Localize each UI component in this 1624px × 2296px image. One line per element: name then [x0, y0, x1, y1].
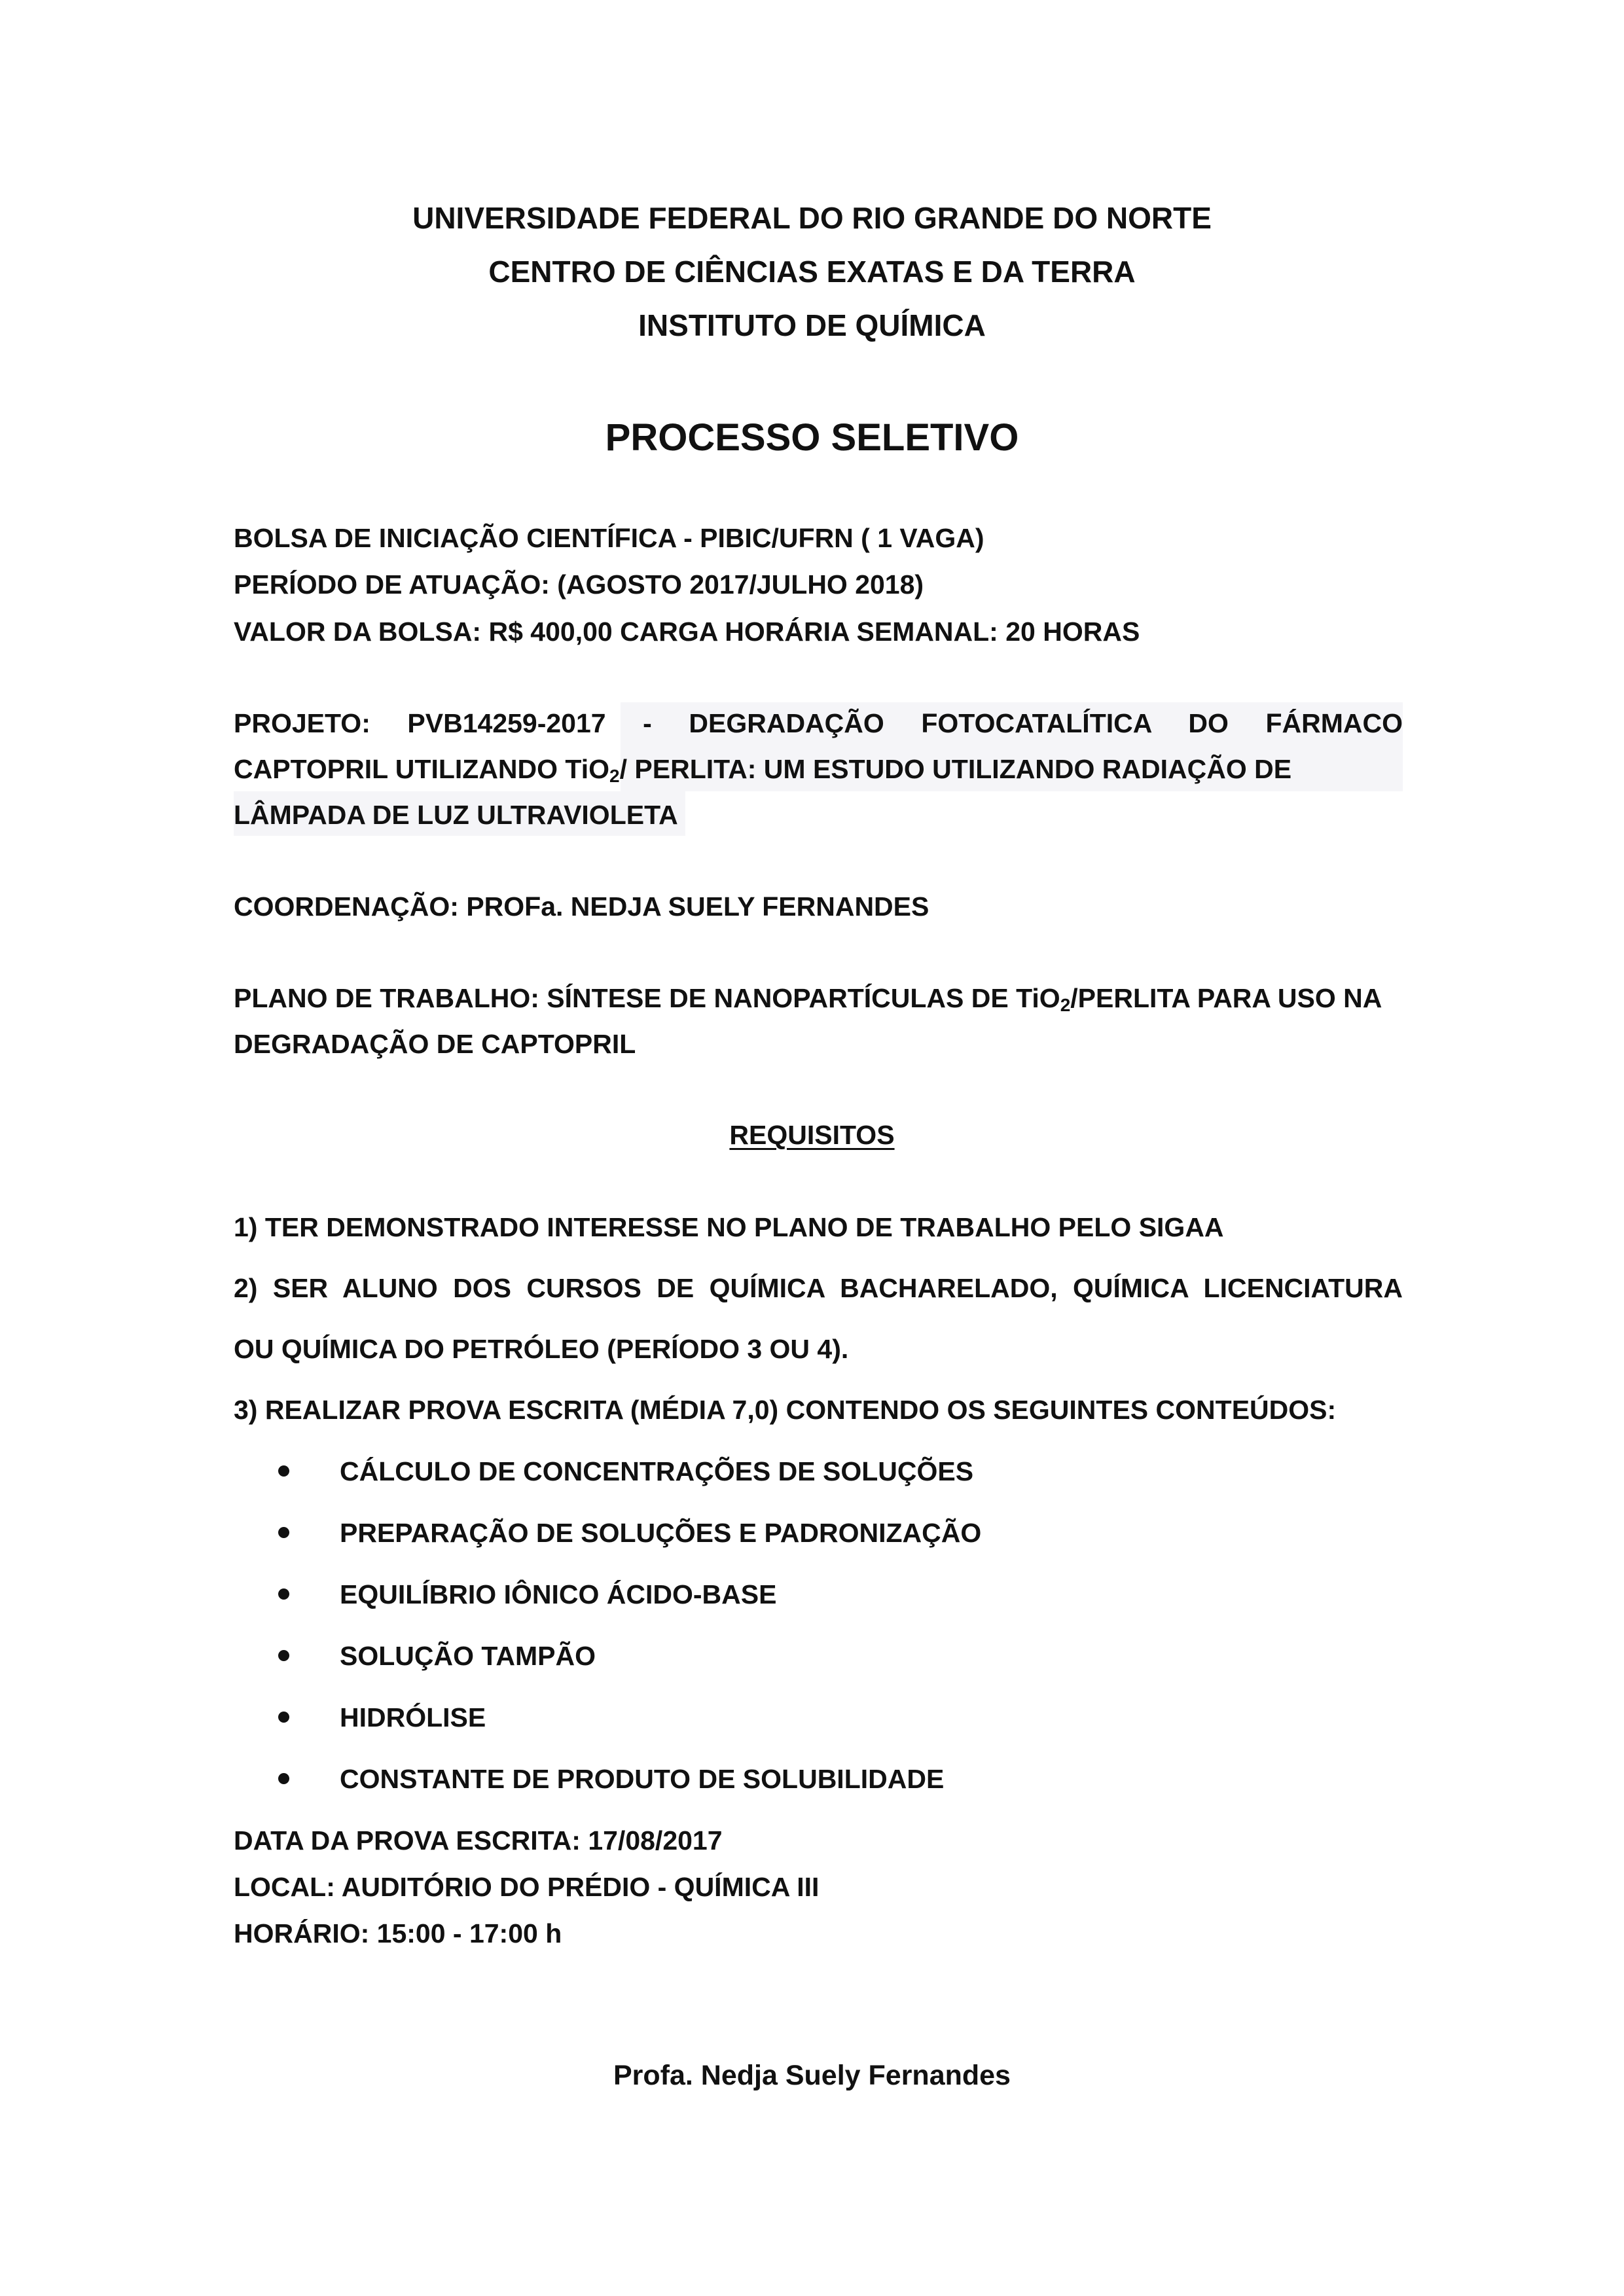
projeto-line-2-left: [234, 751, 1291, 795]
projeto-line-1: PROJETO: PVB14259-2017 - DEGRADAÇÃO FOTOCATALÍTICA DO FÁRMACO: [234, 708, 1403, 738]
bullet-icon: [278, 1465, 289, 1477]
plano-tio2-subscript: 2: [1060, 995, 1071, 1015]
requisitos-heading: REQUISITOS: [729, 1120, 895, 1150]
university-name: UNIVERSIDADE FEDERAL DO RIO GRANDE DO NORTE: [412, 201, 1212, 235]
periodo-line: PERÍODO DE ATUAÇÃO: (AGOSTO 2017/JULHO 2018): [234, 569, 924, 600]
conteudo-text: HIDRÓLISE: [340, 1702, 486, 1732]
institute-name: INSTITUTO DE QUÍMICA: [638, 308, 986, 342]
bullet-icon: [278, 1650, 289, 1661]
conteudo-text: EQUILÍBRIO IÔNICO ÁCIDO-BASE: [340, 1579, 777, 1609]
bullet-icon: [278, 1773, 289, 1784]
coordenacao-line: COORDENAÇÃO: PROFa. NEDJA SUELY FERNANDES: [234, 891, 929, 922]
plano-line-1-prefix: PLANO DE TRABALHO: SÍNTESE DE NANOPARTÍCULAS DE TiO: [234, 983, 1060, 1013]
center-name: CENTRO DE CIÊNCIAS EXATAS E DA TERRA: [488, 255, 1136, 289]
plano-line-1: [234, 980, 1382, 1024]
prova-data: DATA DA PROVA ESCRITA: 17/08/2017: [234, 1825, 723, 1856]
projeto-line-2-suffix: / PERLITA: UM ESTUDO UTILIZANDO RADIAÇÃO DE: [619, 754, 1292, 784]
tio2-subscript: 2: [609, 766, 620, 786]
requisitos-heading-wrap: [0, 1117, 1624, 1153]
bullet-icon: [278, 1527, 289, 1538]
plano-line-1-suffix: /PERLITA PARA USO NA: [1070, 983, 1382, 1013]
projeto-line-2-prefix: CAPTOPRIL UTILIZANDO TiO: [234, 754, 610, 784]
requisito-2-line-2: OU QUÍMICA DO PETRÓLEO (PERÍODO 3 OU 4).: [234, 1334, 849, 1364]
projeto-line-2: [234, 751, 1403, 795]
page-title: PROCESSO SELETIVO: [605, 416, 1019, 459]
bolsa-line: BOLSA DE INICIAÇÃO CIENTÍFICA - PIBIC/UFRN ( 1 VAGA): [234, 523, 984, 553]
conteudo-text: SOLUÇÃO TAMPÃO: [340, 1641, 596, 1671]
conteudo-text: CONSTANTE DE PRODUTO DE SOLUBILIDADE: [340, 1764, 945, 1794]
projeto-line-3: LÂMPADA DE LUZ ULTRAVIOLETA: [234, 800, 678, 830]
prova-local: LOCAL: AUDITÓRIO DO PRÉDIO - QUÍMICA III: [234, 1872, 820, 1902]
bullet-icon: [278, 1712, 289, 1723]
bullet-icon: [278, 1588, 289, 1600]
conteudo-text: PREPARAÇÃO DE SOLUÇÕES E PADRONIZAÇÃO: [340, 1518, 982, 1548]
plano-line-2: DEGRADAÇÃO DE CAPTOPRIL: [234, 1029, 636, 1059]
requisito-1: 1) TER DEMONSTRADO INTERESSE NO PLANO DE TRABALHO PELO SIGAA: [234, 1212, 1224, 1242]
valor-line: VALOR DA BOLSA: R$ 400,00 CARGA HORÁRIA SEMANAL: 20 HORAS: [234, 617, 1140, 647]
requisito-2-line-1: 2) SER ALUNO DOS CURSOS DE QUÍMICA BACHARELADO, QUÍMICA LICENCIATURA: [234, 1273, 1403, 1303]
prova-horario: HORÁRIO: 15:00 - 17:00 h: [234, 1918, 562, 1948]
conteudo-text: CÁLCULO DE CONCENTRAÇÕES DE SOLUÇÕES: [340, 1456, 974, 1486]
requisito-3: 3) REALIZAR PROVA ESCRITA (MÉDIA 7,0) CONTENDO OS SEGUINTES CONTEÚDOS:: [234, 1395, 1337, 1425]
signature: Profa. Nedja Suely Fernandes: [613, 2060, 1011, 2091]
